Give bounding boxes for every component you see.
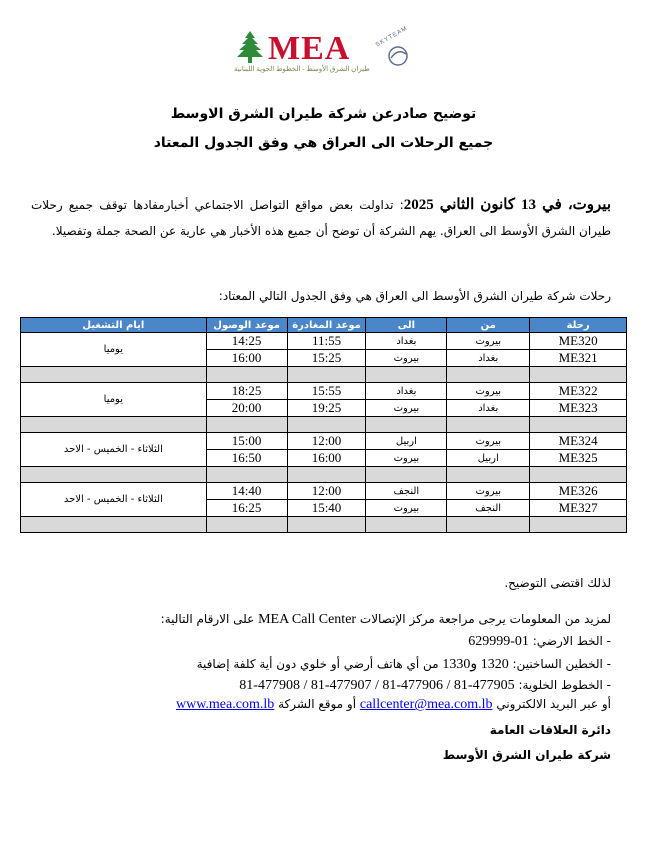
flight-number: ME325	[530, 450, 627, 467]
flight-number: ME327	[530, 500, 627, 517]
origin: اربيل	[447, 450, 530, 467]
flight-schedule-table	[20, 317, 627, 533]
departure-time: 12:00	[287, 483, 366, 500]
arrival-time: 18:25	[206, 383, 287, 400]
flight-number: ME322	[530, 383, 627, 400]
page-title: توضيح صادرعن شركة طيران الشرق الاوسط	[170, 106, 477, 122]
hotline-note: من أي هاتف أرضي أو خلوي دون أية كلفة إضافية	[196, 657, 439, 671]
contact-intro-a: لمزيد من المعلومات يرجى مراجعة مركز الإتصالات	[359, 612, 611, 626]
destination: بغداد	[366, 333, 447, 350]
origin: بيروت	[447, 483, 530, 500]
intro-paragraph	[31, 192, 611, 244]
arrival-time: 16:25	[206, 500, 287, 517]
call-center-name: MEA Call Center	[258, 612, 357, 627]
flight-number: ME324	[530, 433, 627, 450]
destination: بغداد	[366, 383, 447, 400]
intro-body: : تداولت بعض مواقع التواصل الاجتماعي أخبارمفادها توقف جميع رحلات طيران الشرق الأوسط الى العراق. يهم الشركة أن توضح أن جميع هذه الأخبار هي عارية عن الصحة جملة وتفصيلا.	[31, 198, 611, 238]
table-row	[21, 483, 627, 500]
mea-logo	[228, 25, 418, 78]
destination: اربيل	[366, 433, 447, 450]
departure-time: 15:55	[287, 383, 366, 400]
flight-number: ME326	[530, 483, 627, 500]
hotline-numbers: 1320 و1330	[442, 657, 509, 672]
origin: النجف	[447, 500, 530, 517]
email-label: أو عبر البريد الالكتروني	[496, 697, 611, 711]
closing-line: لذلك اقتضى التوضيح.	[504, 576, 611, 590]
departure-time: 15:25	[287, 350, 366, 367]
header-arrival: موعد الوصول	[206, 318, 287, 333]
contact-intro-b: على الارقام التالية:	[160, 612, 255, 626]
page-subtitle: جميع الرحلات الى العراق هي وفق الجدول المعتاد	[153, 135, 494, 151]
arrival-time: 16:50	[206, 450, 287, 467]
arrival-time: 14:40	[206, 483, 287, 500]
table-row	[21, 333, 627, 350]
origin: بيروت	[447, 383, 530, 400]
cedar-tree-icon	[234, 30, 266, 64]
header-days: ايام التشغيل	[21, 318, 207, 333]
operating-days: الثلاثاء - الخميس - الاحد	[21, 483, 207, 517]
company-name: شركة طيران الشرق الأوسط	[442, 748, 611, 762]
email-link[interactable]: callcenter@mea.com.lb	[359, 697, 493, 712]
destination: بيروت	[366, 450, 447, 467]
destination: بيروت	[366, 350, 447, 367]
landline-line	[468, 634, 611, 650]
arrival-time: 15:00	[206, 433, 287, 450]
department-name: دائرة العلاقات العامة	[489, 723, 611, 737]
dateline: بيروت، في 13 كانون الثاني 2025	[403, 197, 611, 213]
departure-time: 15:40	[287, 500, 366, 517]
origin: بغداد	[447, 400, 530, 417]
destination: بيروت	[366, 400, 447, 417]
spacer-row	[21, 367, 627, 383]
destination: بيروت	[366, 500, 447, 517]
header-to: الى	[366, 318, 447, 333]
departure-time: 16:00	[287, 450, 366, 467]
flight-number: ME321	[530, 350, 627, 367]
logo-subtitle: طيران الشرق الأوسط - الخطوط الجوية اللبنانية	[234, 65, 370, 73]
skyteam-label: SKYTEAM	[374, 25, 409, 49]
table-row	[21, 433, 627, 450]
table-header-row	[21, 318, 627, 333]
hotline-line	[197, 656, 611, 673]
arrival-time: 20:00	[206, 400, 287, 417]
contact-intro	[161, 612, 611, 628]
destination: النجف	[366, 483, 447, 500]
operating-days: يوميا	[21, 383, 207, 417]
website-label: أو موقع الشركة	[278, 697, 357, 711]
flight-number: ME320	[530, 333, 627, 350]
arrival-time: 16:00	[206, 350, 287, 367]
header-departure: موعد المغادرة	[287, 318, 366, 333]
table-row	[21, 383, 627, 400]
origin: بيروت	[447, 333, 530, 350]
mobile-numbers: 81-477908 / 81-477907 / 81-477906 / 81-477905	[239, 678, 515, 693]
spacer-row	[21, 417, 627, 433]
website-link[interactable]: www.mea.com.lb	[176, 697, 275, 712]
operating-days: يوميا	[21, 333, 207, 367]
operating-days: الثلاثاء - الخميس - الاحد	[21, 433, 207, 467]
origin: بيروت	[447, 433, 530, 450]
flight-number: ME323	[530, 400, 627, 417]
departure-time: 11:55	[287, 333, 366, 350]
spacer-row	[21, 467, 627, 483]
mobile-label: - الخطوط الخلوية:	[518, 678, 611, 692]
header-flight: رحلة	[530, 318, 627, 333]
mobile-line	[239, 678, 611, 694]
spacer-row	[21, 517, 627, 533]
arrival-time: 14:25	[206, 333, 287, 350]
departure-time: 12:00	[287, 433, 366, 450]
email-website-line	[176, 697, 611, 713]
landline-number: 01-629999	[468, 634, 529, 649]
header-from: من	[447, 318, 530, 333]
departure-time: 19:25	[287, 400, 366, 417]
hotline-label: - الخطين الساخنين:	[512, 657, 611, 671]
origin: بغداد	[447, 350, 530, 367]
logo-brand: MEA	[268, 30, 351, 67]
landline-label: - الخط الارضي:	[532, 634, 611, 648]
schedule-intro: رحلات شركة طيران الشرق الأوسط الى العراق هي وفق الجدول التالي المعتاد:	[218, 289, 611, 303]
